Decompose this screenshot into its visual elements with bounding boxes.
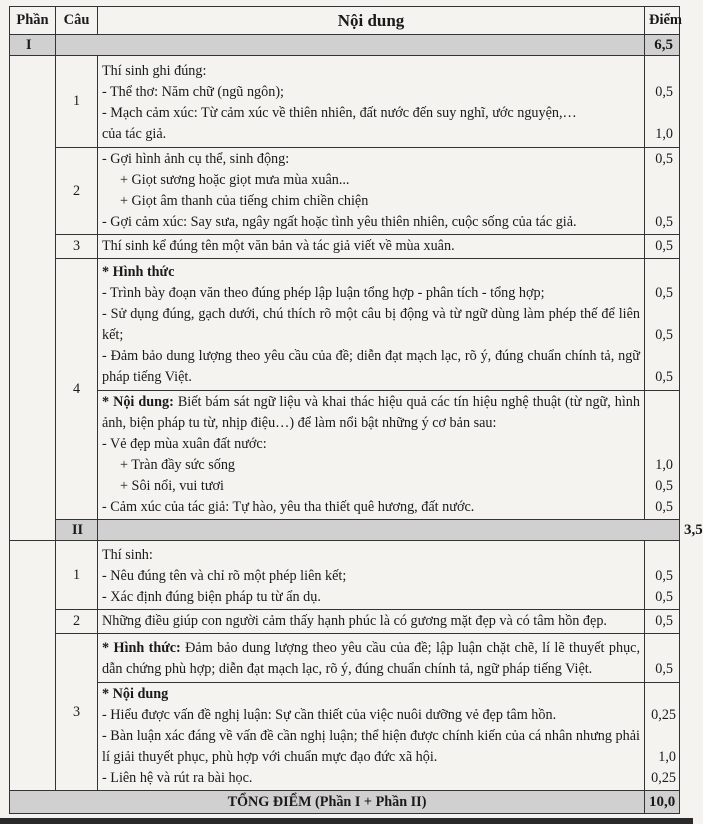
score-value: 1,0 — [658, 749, 676, 765]
content-line: - Bàn luận xác đáng về vấn đề cần nghị luận; thể hiện được chính kiến của cá nhân nhưng phải lí giải thuyết phục, phù hợp với chuẩn mực đạo đức xã hội. — [102, 728, 640, 765]
part2-q2-row — [10, 610, 680, 634]
part1-row — [10, 35, 680, 56]
part1-score: 6,5 — [645, 35, 680, 56]
content-line: Thí sinh kể đúng tên một văn bản và tác giả viết về mùa xuân. — [102, 238, 455, 254]
part1-q2-row — [10, 148, 680, 235]
question-number: 3 — [56, 634, 98, 791]
form-text: * Hình thức: Đảm bảo dung lượng theo yêu cầu của đề; lập luận chặt chẽ, lí lẽ thuyết phục, dẫn chứng phù hợp; diễn đạt mạch lạc, rõ ý, đúng chuẩn chính tả, ngữ pháp tiếng Việt. — [102, 640, 641, 677]
score-value: 0,5 — [655, 478, 673, 494]
score-value: 0,5 — [655, 589, 673, 605]
header-noi-dung: Nội dung — [98, 7, 645, 35]
score-value: 0,5 — [655, 327, 673, 343]
part1-q4-form-row — [10, 259, 680, 391]
content-line: - Trình bày đoạn văn theo đúng phép lập luận tổng hợp - phân tích - tổng hợp; — [102, 285, 545, 301]
part2-row: II 3,5 — [10, 520, 680, 541]
part2-label: II — [56, 520, 98, 541]
part1-q3-row — [10, 235, 680, 259]
score-value: 0,5 — [655, 285, 673, 301]
content-line: + Giọt sương hoặc giọt mưa mùa xuân... — [120, 172, 350, 188]
score-value: 0,25 — [651, 707, 676, 723]
question-number: 4 — [56, 259, 98, 520]
score-value: 0,5 — [645, 634, 680, 683]
content-line: - Thể thơ: Năm chữ (ngũ ngôn); — [102, 84, 284, 100]
total-score: 10,0 — [645, 791, 680, 814]
header-diem: Điểm — [645, 7, 680, 35]
score-value: 0,5 — [655, 84, 673, 100]
content-line: - Liên hệ và rút ra bài học. — [102, 770, 253, 786]
content-intro: * Nội dung: Biết bám sát ngữ liệu và khai thác hiệu quả các tín hiệu nghệ thuật (từ ngữ, hình ảnh, biện pháp tu từ, nhịp điệu…) để làm nổi bật những ý cơ bản sau: — [102, 394, 640, 431]
form-title: * Hình thức — [102, 264, 175, 280]
header-row — [10, 7, 680, 35]
content-line: + Tràn đầy sức sống — [120, 457, 236, 473]
part2-q3-content-row — [10, 683, 680, 791]
score-value: 0,5 — [655, 214, 673, 230]
score-value: 0,5 — [655, 568, 673, 584]
score-value: 0,5 — [645, 235, 680, 259]
content-line: Những điều giúp con người cảm thấy hạnh phúc là có gương mặt đẹp và có tâm hồn đẹp. — [102, 613, 607, 629]
score-value: 0,5 — [645, 610, 680, 634]
header-phan: Phần — [10, 7, 56, 35]
content-line: - Gợi hình ảnh cụ thể, sinh động: — [102, 151, 290, 167]
content-title: * Nội dung — [102, 686, 169, 702]
content-line: của tác giả. — [102, 126, 167, 142]
content-line: Thí sinh ghi đúng: — [102, 63, 207, 79]
score-value: 1,0 — [655, 457, 673, 473]
part1-q4-content-row — [10, 391, 680, 520]
header-cau: Câu — [56, 7, 98, 35]
content-line: - Đảm bảo dung lượng theo yêu cầu của đề; diễn đạt mạch lạc, rõ ý, đúng chuẩn chính tả, ngữ pháp tiếng Việt. — [102, 348, 640, 385]
part1-label: I — [10, 35, 56, 56]
question-number: 2 — [56, 148, 98, 235]
answer-key-table — [9, 6, 703, 814]
content-line: + Giọt âm thanh của tiếng chim chiền chiện — [120, 193, 369, 209]
question-number: 1 — [56, 541, 98, 610]
content-line: - Gợi cảm xúc: Say sưa, ngây ngất hoặc tình yêu thiên nhiên, cuộc sống của tác giả. — [102, 214, 577, 230]
content-line: Thí sinh: — [102, 547, 153, 563]
content-line: + Sôi nổi, vui tươi — [120, 478, 224, 494]
score-value: 0,5 — [655, 499, 673, 515]
total-row — [10, 791, 680, 814]
content-line: - Nêu đúng tên và chỉ rõ một phép liên kết; — [102, 568, 347, 584]
part2-q1-row — [10, 541, 680, 610]
score-value: 0,25 — [651, 770, 676, 786]
part2-q3-form-row — [10, 634, 680, 683]
content-line: - Mạch cảm xúc: Từ cảm xúc về thiên nhiên, đất nước đến suy nghĩ, ước nguyện,… — [102, 105, 577, 121]
part1-q1-row — [10, 56, 680, 148]
total-label: TỔNG ĐIỂM (Phần I + Phần II) — [10, 791, 645, 814]
content-line: - Cảm xúc của tác giả: Tự hào, yêu tha thiết quê hương, đất nước. — [102, 499, 475, 515]
question-number: 2 — [56, 610, 98, 634]
content-line: - Hiểu được vấn đề nghị luận: Sự cần thiết của việc nuôi dưỡng vẻ đẹp tâm hồn. — [102, 707, 557, 723]
content-line: - Vẻ đẹp mùa xuân đất nước: — [102, 436, 267, 452]
score-value: 1,0 — [655, 126, 673, 142]
page-bottom-border — [0, 818, 693, 824]
content-line: - Xác định đúng biện pháp tu từ ẩn dụ. — [102, 589, 321, 605]
score-value: 0,5 — [655, 369, 673, 385]
score-value: 0,5 — [655, 151, 673, 167]
content-line: - Sử dụng đúng, gạch dưới, chú thích rõ một câu bị động và từ ngữ dùng làm phép thế để liên kết; — [102, 306, 640, 343]
question-number: 1 — [56, 56, 98, 148]
question-number: 3 — [56, 235, 98, 259]
